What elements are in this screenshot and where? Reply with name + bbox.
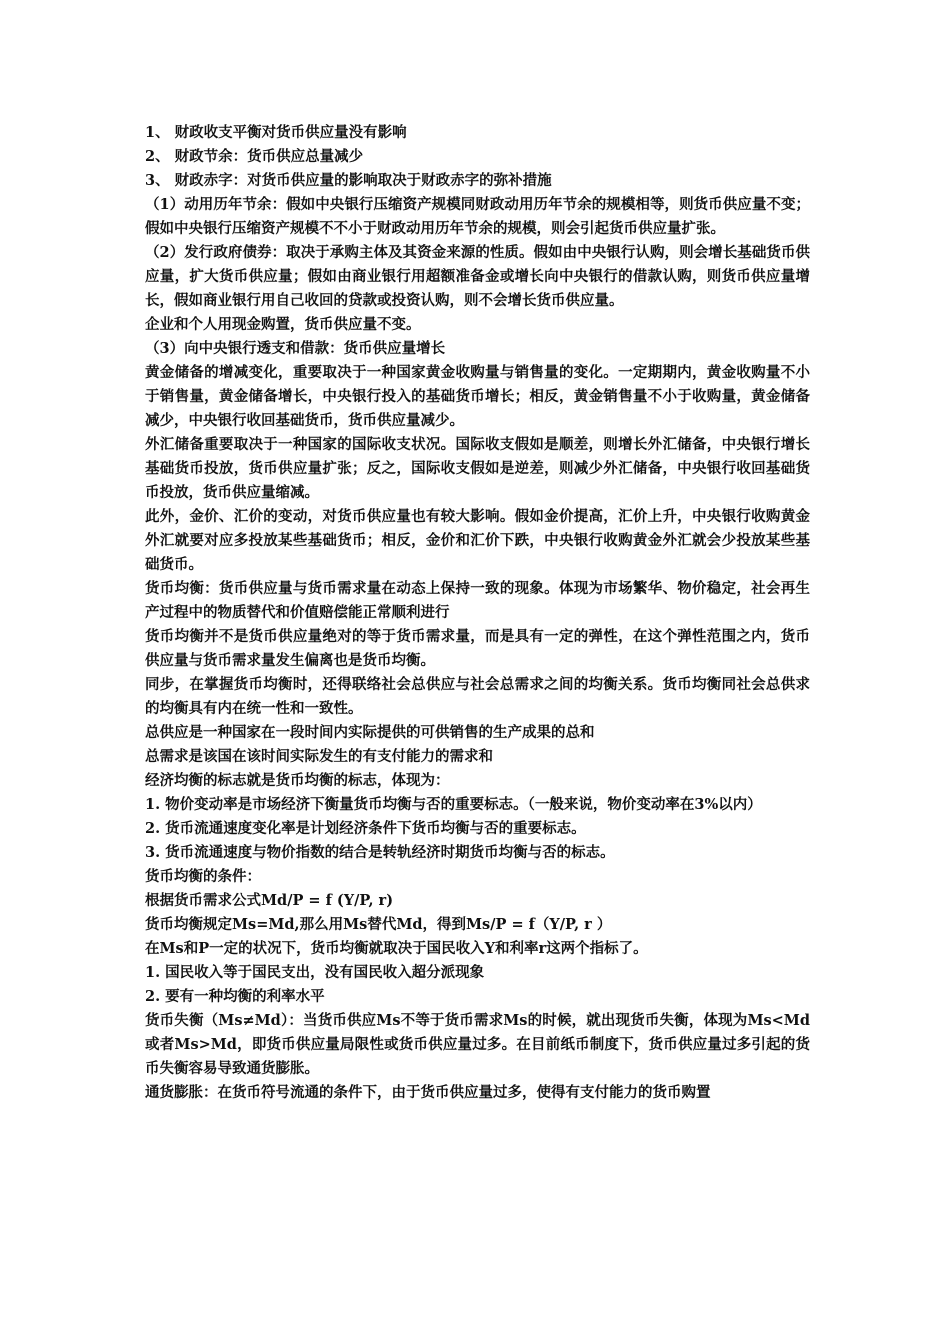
- paragraph-14: 总供应是一种国家在一段时间内实际提供的可供销售的生产成果的总和: [145, 724, 595, 741]
- paragraph-21: 根据货币需求公式Md/P = f (Y/P, r): [145, 892, 394, 909]
- paragraph-6: 企业和个人用现金购置，货币供应量不变。: [145, 316, 421, 333]
- paragraph-5: （2）发行政府债券：取决于承购主体及其资金来源的性质。假如由中央银行认购，则会增长基础货币供应量，扩大货币供应量；假如由商业银行用超额准备金或增长向中央银行的借款认购，则货币供应量增长，假如商业银行用自己收回的贷款或投资认购，则不会增长货币供应量。: [145, 244, 810, 309]
- paragraph-8: 黄金储备的增减变化，重要取决于一种国家黄金收购量与销售量的变化。一定期期内，黄金收购量不小于销售量，黄金储备增长，中央银行投入的基础货币增长；相反，黄金销售量不小于收购量，黄金储备减少，中央银行收回基础货币，货币供应量减少。: [145, 364, 810, 429]
- paragraph-25: 2. 要有一种均衡的利率水平: [145, 988, 325, 1005]
- paragraph-10: 此外，金价、汇价的变动，对货币供应量也有较大影响。假如金价提高，汇价上升，中央银行收购黄金外汇就要对应多投放某些基础货币；相反，金价和汇价下跌，中央银行收购黄金外汇就会少投放某些基础货币。: [145, 508, 810, 573]
- paragraph-27: 通货膨胀：在货币符号流通的条件下，由于货币供应量过多，使得有支付能力的货币购置: [145, 1084, 711, 1101]
- paragraph-12: 货币均衡并不是货币供应量绝对的等于货币需求量，而是具有一定的弹性，在这个弹性范围之内，货币供应量与货币需求量发生偏离也是货币均衡。: [145, 628, 810, 669]
- paragraph-17: 1. 物价变动率是市场经济下衡量货币均衡与否的重要标志。（一般来说，物价变动率在3%以内）: [145, 796, 762, 813]
- paragraph-9: 外汇储备重要取决于一种国家的国际收支状况。国际收支假如是顺差，则增长外汇储备，中央银行增长基础货币投放，货币供应量扩张；反之，国际收支假如是逆差，则减少外汇储备，中央银行收回基础货币投放，货币供应量缩减。: [145, 436, 810, 501]
- paragraph-22: 货币均衡规定Ms=Md,那么用Ms替代Md，得到Ms/P = f（Y/P, r ）: [145, 916, 612, 933]
- paragraph-18: 2. 货币流通速度变化率是计划经济条件下货币均衡与否的重要标志。: [145, 820, 586, 837]
- paragraph-23: 在Ms和P一定的状况下，货币均衡就取决于国民收入Y和利率r这两个指标了。: [145, 940, 648, 957]
- paragraph-3: 3、 财政赤字：对货币供应量的影响取决于财政赤字的弥补措施: [145, 172, 552, 189]
- paragraph-24: 1. 国民收入等于国民支出，没有国民收入超分派现象: [145, 964, 485, 981]
- paragraph-11: 货币均衡：货币供应量与货币需求量在动态上保持一致的现象。体现为市场繁华、物价稳定，社会再生产过程中的物质替代和价值赔偿能正常顺利进行: [145, 580, 810, 621]
- paragraph-19: 3. 货币流通速度与物价指数的结合是转轨经济时期货币均衡与否的标志。: [145, 844, 615, 861]
- paragraph-20: 货币均衡的条件：: [145, 868, 261, 885]
- paragraph-16: 经济均衡的标志就是货币均衡的标志，体现为：: [145, 772, 450, 789]
- document-body: [145, 121, 810, 1105]
- paragraph-4: （1）动用历年节余：假如中央银行压缩资产规模同财政动用历年节余的规模相等，则货币供应量不变；假如中央银行压缩资产规模不不小于财政动用历年节余的规模，则会引起货币供应量扩张。: [145, 196, 810, 237]
- paragraph-13: 同步，在掌握货币均衡时，还得联络社会总供应与社会总需求之间的均衡关系。货币均衡同社会总供求的均衡具有内在统一性和一致性。: [145, 676, 810, 717]
- paragraph-15: 总需求是该国在该时间实际发生的有支付能力的需求和: [145, 748, 493, 765]
- paragraph-7: （3）向中央银行透支和借款：货币供应量增长: [145, 340, 446, 357]
- paragraph-26: 货币失衡（Ms≠Md）：当货币供应Ms不等于货币需求Ms的时候，就出现货币失衡，体现为Ms<Md或者Ms>Md，即货币供应量局限性或货币供应量过多。在目前纸币制度下，货币供应量过多引起的货币失衡容易导致通货膨胀。: [145, 1012, 810, 1077]
- paragraph-1: 1、 财政收支平衡对货币供应量没有影响: [145, 124, 407, 141]
- paragraph-2: 2、 财政节余：货币供应总量减少: [145, 148, 364, 165]
